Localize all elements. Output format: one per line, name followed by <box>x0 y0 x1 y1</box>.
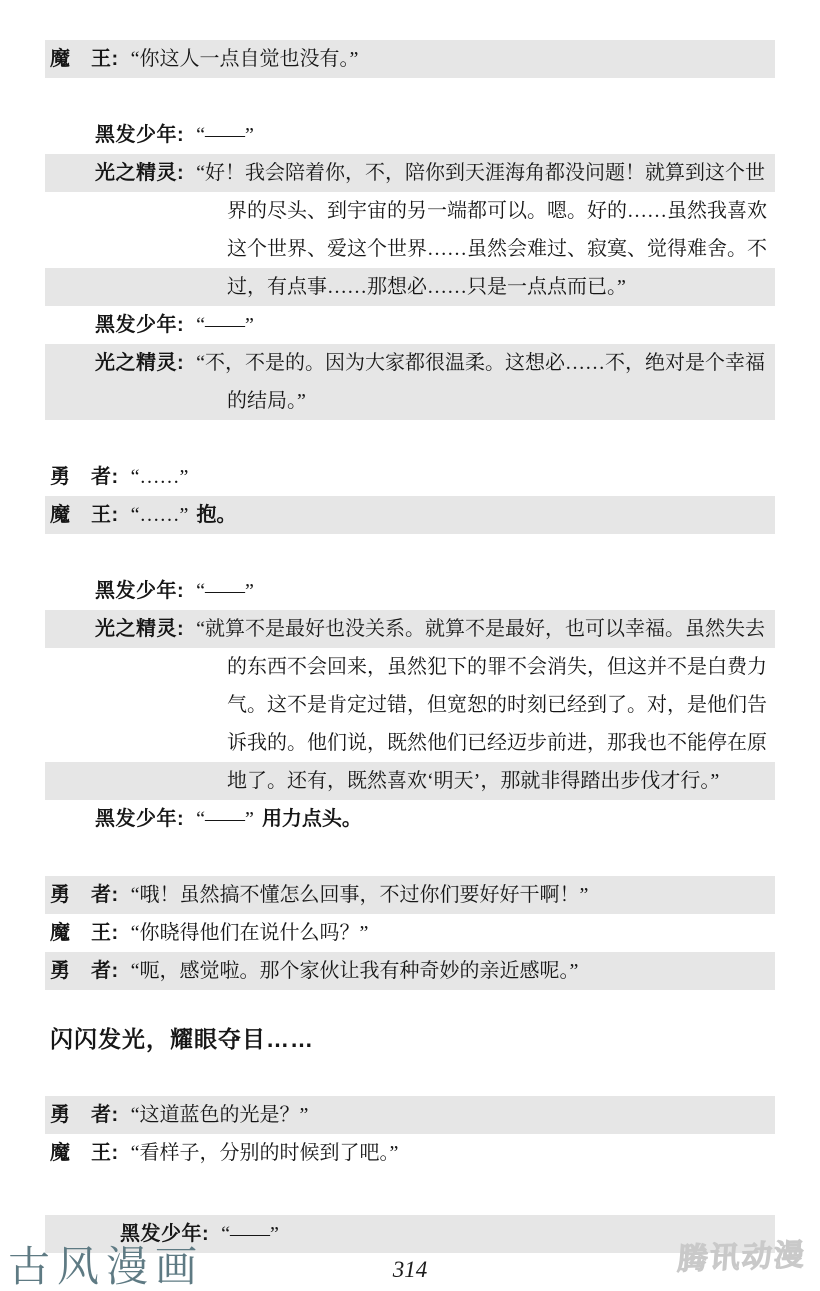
action-text: 用力点头。 <box>261 808 362 830</box>
dialogue-text: “……” <box>130 466 189 488</box>
brand-logo: 古风漫画 <box>8 1245 205 1291</box>
speaker-label: 勇 者: <box>50 1104 119 1126</box>
speaker-label: 勇 者: <box>50 960 119 982</box>
speaker-label: 黑发少年: <box>95 808 185 830</box>
speaker-label: 魔 王: <box>50 922 119 944</box>
dialogue-text: 界的尽头、到宇宙的另一端都可以。嗯。好的……虽然我喜欢 <box>227 200 767 222</box>
dialogue-text: “好！我会陪着你，不，陪你到天涯海角都没问题！就算到这个世 <box>196 162 766 184</box>
dialogue-line <box>45 40 775 78</box>
dialogue-line <box>45 914 775 952</box>
action-text: 抱。 <box>196 504 237 526</box>
narration-text: 闪闪发光，耀眼夺目…… <box>50 1026 314 1052</box>
speaker-label: 黑发少年: <box>95 580 185 602</box>
dialogue-text: “——” <box>196 580 254 602</box>
dialogue-line <box>45 230 775 268</box>
dialogue-text: “呃，感觉啦。那个家伙让我有种奇妙的亲近感呢。” <box>130 960 579 982</box>
dialogue-line <box>45 116 775 154</box>
dialogue-text: “你这人一点自觉也没有。” <box>130 48 359 70</box>
dialogue-text: 的结局。” <box>227 390 306 412</box>
dialogue-text: 地了。还有，既然喜欢‘明天’，那就非得踏出步伐才行。” <box>227 770 720 792</box>
dialogue-line <box>45 610 775 648</box>
dialogue-line <box>45 724 775 762</box>
watermark-logo: 腾讯动漫 <box>676 1238 808 1277</box>
dialogue-text: “——” <box>196 314 254 336</box>
speaker-label: 勇 者: <box>50 884 119 906</box>
dialogue-text: “这道蓝色的光是？” <box>130 1104 309 1126</box>
dialogue-text: 过，有点事……那想必……只是一点点而已。” <box>227 276 626 298</box>
dialogue-text: “——” <box>221 1223 279 1245</box>
dialogue-text: “你晓得他们在说什么吗？” <box>130 922 369 944</box>
dialogue-line <box>45 382 775 420</box>
dialogue-text: “——” <box>196 124 254 146</box>
dialogue-text: “看样子，分别的时候到了吧。” <box>130 1142 399 1164</box>
dialogue-text: 的东西不会回来，虽然犯下的罪不会消失，但这并不是白费力 <box>227 656 767 678</box>
dialogue-line <box>45 876 775 914</box>
dialogue-text: “哦！虽然搞不懂怎么回事，不过你们要好好干啊！” <box>130 884 589 906</box>
dialogue-line <box>45 306 775 344</box>
speaker-label: 勇 者: <box>50 466 119 488</box>
speaker-label: 魔 王: <box>50 48 119 70</box>
dialogue-text: 气。这不是肯定过错，但宽恕的时刻已经到了。对，是他们告 <box>227 694 767 716</box>
speaker-label: 黑发少年: <box>95 124 185 146</box>
speaker-label: 黑发少年: <box>95 314 185 336</box>
dialogue-line <box>45 762 775 800</box>
dialogue-line <box>45 268 775 306</box>
dialogue-text: 诉我的。他们说，既然他们已经迈步前进，那我也不能停在原 <box>227 732 767 754</box>
dialogue-line <box>45 1096 775 1134</box>
speaker-label: 黑发少年: <box>120 1223 210 1245</box>
dialogue-text: “就算不是最好也没关系。就算不是最好，也可以幸福。虽然失去 <box>196 618 766 640</box>
dialogue-line <box>45 952 775 990</box>
dialogue-text: “……” <box>130 504 189 526</box>
dialogue-line <box>45 344 775 382</box>
dialogue-line <box>45 496 775 534</box>
dialogue-line <box>45 572 775 610</box>
speaker-label: 光之精灵: <box>95 618 185 640</box>
dialogue-line <box>45 458 775 496</box>
speaker-label: 光之精灵: <box>95 352 185 374</box>
dialogue-text: “不，不是的。因为大家都很温柔。这想必……不，绝对是个幸福 <box>196 352 766 374</box>
dialogue-text: 这个世界、爱这个世界……虽然会难过、寂寞、觉得难舍。不 <box>227 238 767 260</box>
dialogue-line <box>45 686 775 724</box>
narration-line <box>45 1020 775 1058</box>
dialogue-text: “——” <box>196 808 254 830</box>
dialogue-line <box>45 800 775 838</box>
dialogue-line <box>45 192 775 230</box>
dialogue-line <box>45 648 775 686</box>
dialogue-line <box>45 154 775 192</box>
speaker-label: 魔 王: <box>50 504 119 526</box>
page-number: 314 <box>392 1257 428 1282</box>
speaker-label: 光之精灵: <box>95 162 185 184</box>
speaker-label: 魔 王: <box>50 1142 119 1164</box>
dialogue-line <box>45 1134 775 1172</box>
